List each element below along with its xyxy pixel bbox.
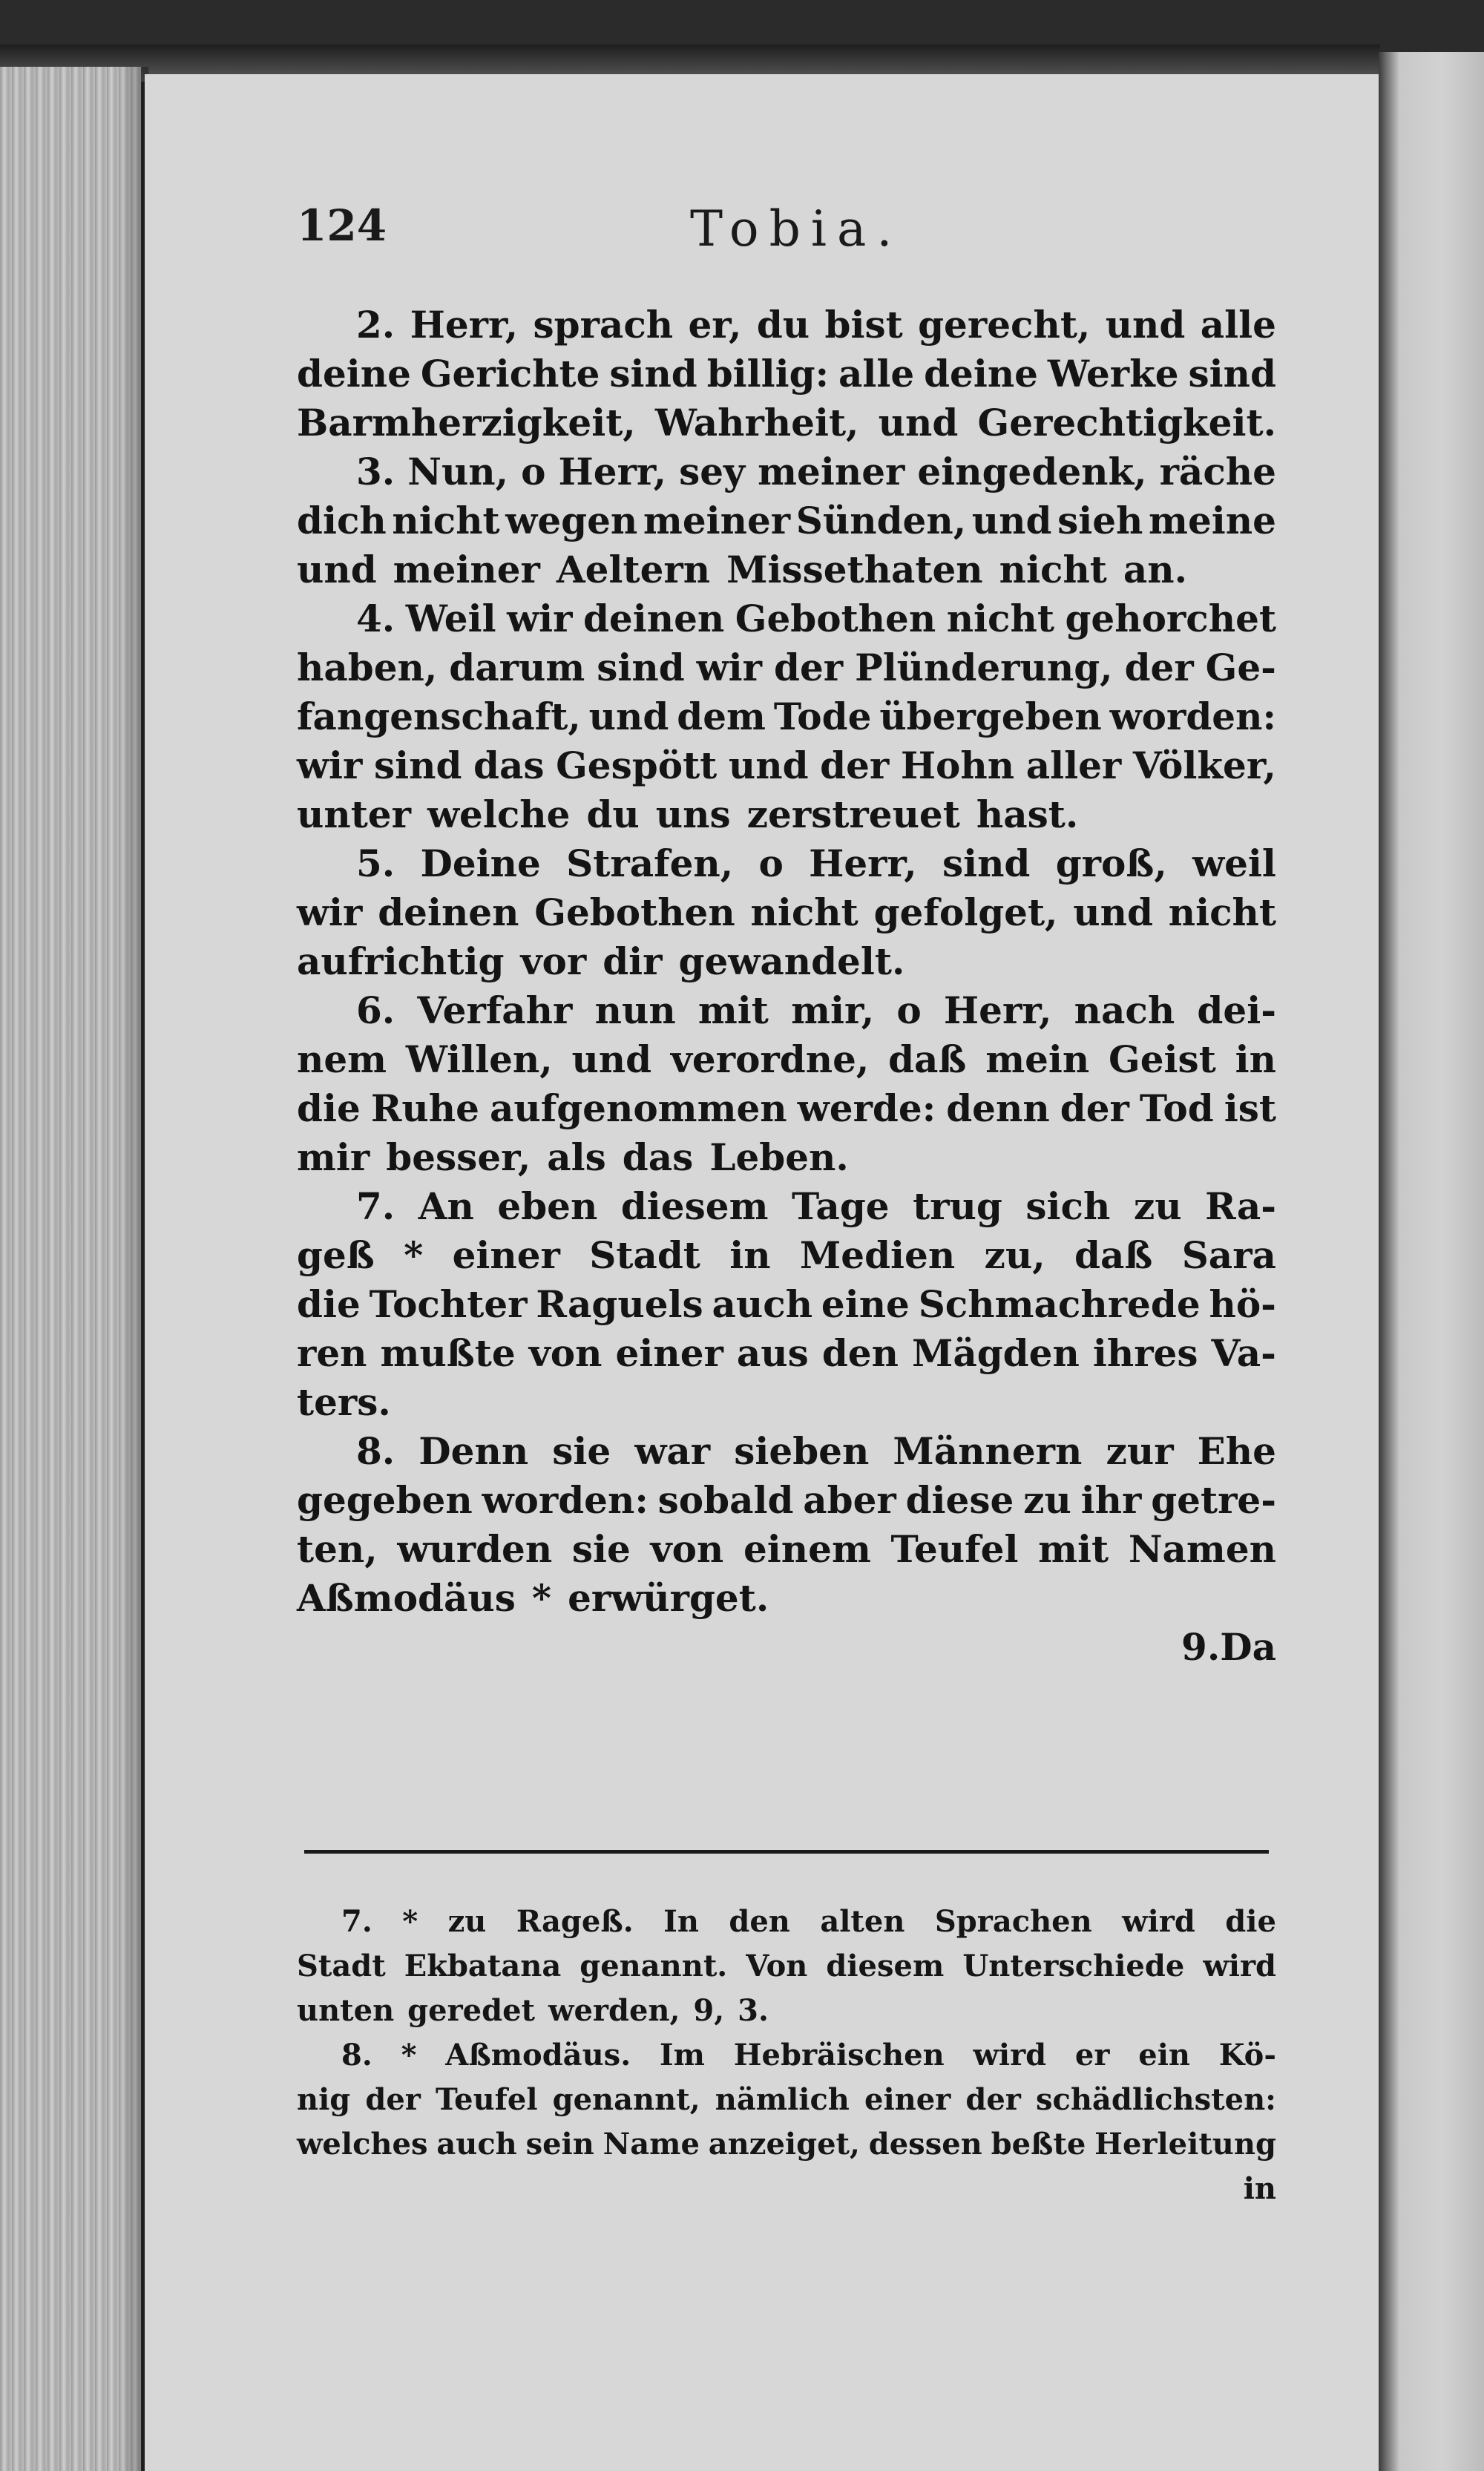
text-line: 5. Deine Strafen, o Herr, sind groß, weil bbox=[356, 841, 1276, 885]
footnote-line: welches auch sein Name anzeiget, dessen beßte Herleitung bbox=[297, 2127, 1276, 2162]
text-line: wir deinen Gebothen nicht gefolget, und nicht bbox=[297, 890, 1276, 934]
text-line: nem Willen, und verordne, daß mein Geist in bbox=[297, 1037, 1276, 1081]
text-line: die Tochter Raguels auch eine Schmachrede hö- bbox=[297, 1282, 1276, 1326]
text-line: Aßmodäus * erwürget. bbox=[297, 1576, 769, 1620]
main-text bbox=[297, 301, 1276, 1672]
text-line: ters. bbox=[297, 1380, 391, 1424]
footnote-line: unten geredet werden, 9, 3. bbox=[297, 1993, 769, 2028]
text-line: 9. Da bbox=[1181, 1625, 1276, 1669]
text-line: 8. Denn sie war sieben Männern zur Ehe bbox=[356, 1429, 1276, 1473]
facing-page-edge bbox=[1379, 52, 1484, 2471]
footnote-line: Stadt Ekbatana genannt. Von diesem Unterschiede wird bbox=[297, 1949, 1276, 1983]
text-line: haben, darum sind wir der Plünderung, der Ge- bbox=[297, 646, 1276, 689]
footnotes bbox=[297, 1900, 1276, 2211]
text-line: die Ruhe aufgenommen werde: denn der Tod ist bbox=[297, 1086, 1276, 1130]
text-line: ten, wurden sie von einem Teufel mit Namen bbox=[297, 1527, 1276, 1571]
text-line: mir besser, als das Leben. bbox=[297, 1135, 849, 1179]
page-number: 124 bbox=[297, 200, 387, 251]
text-line: 6. Verfahr nun mit mir, o Herr, nach dei- bbox=[356, 988, 1276, 1032]
footnote-line: 7. * zu Rageß. In den alten Sprachen wird die bbox=[341, 1904, 1276, 1939]
text-line: wir sind das Gespött und der Hohn aller Völker, bbox=[297, 744, 1276, 787]
text-line: und meiner Aeltern Missethaten nicht an. bbox=[297, 548, 1188, 591]
text-line: 4. Weil wir deinen Gebothen nicht gehorchet bbox=[356, 597, 1276, 640]
page-header bbox=[297, 200, 1276, 267]
text-line: geß * einer Stadt in Medien zu, daß Sara bbox=[297, 1233, 1276, 1277]
footnote-line: in bbox=[1243, 2171, 1276, 2206]
gutter-shadow bbox=[119, 67, 148, 2471]
text-line: Barmherzigkeit, Wahrheit, und Gerechtigkeit. bbox=[297, 401, 1276, 444]
running-title: Tobia. bbox=[690, 200, 903, 257]
text-line: 2. Herr, sprach er, du bist gerecht, und alle bbox=[356, 303, 1276, 347]
footnote-line: 8. * Aßmodäus. Im Hebräischen wird er ein Kö- bbox=[341, 2038, 1276, 2073]
footnote-rule bbox=[304, 1850, 1269, 1854]
text-line: 7. An eben diesem Tage trug sich zu Ra- bbox=[356, 1184, 1276, 1228]
footnote-line: nig der Teufel genannt, nämlich einer der schädlichsten: bbox=[297, 2082, 1276, 2117]
text-line: gegeben worden: sobald aber diese zu ihr getre- bbox=[297, 1478, 1276, 1522]
text-line: 3. Nun, o Herr, sey meiner eingedenk, räche bbox=[356, 450, 1276, 493]
text-line: ren mußte von einer aus den Mägden ihres Va- bbox=[297, 1331, 1276, 1375]
text-line: aufrichtig vor dir gewandelt. bbox=[297, 939, 905, 983]
text-line: dich nicht wegen meiner Sünden, und sieh meine bbox=[297, 499, 1276, 542]
text-line: fangenschaft, und dem Tode übergeben worden: bbox=[297, 695, 1276, 738]
text-line: unter welche du uns zerstreuet hast. bbox=[297, 793, 1079, 836]
text-line: deine Gerichte sind billig: alle deine Werke sind bbox=[297, 352, 1276, 396]
